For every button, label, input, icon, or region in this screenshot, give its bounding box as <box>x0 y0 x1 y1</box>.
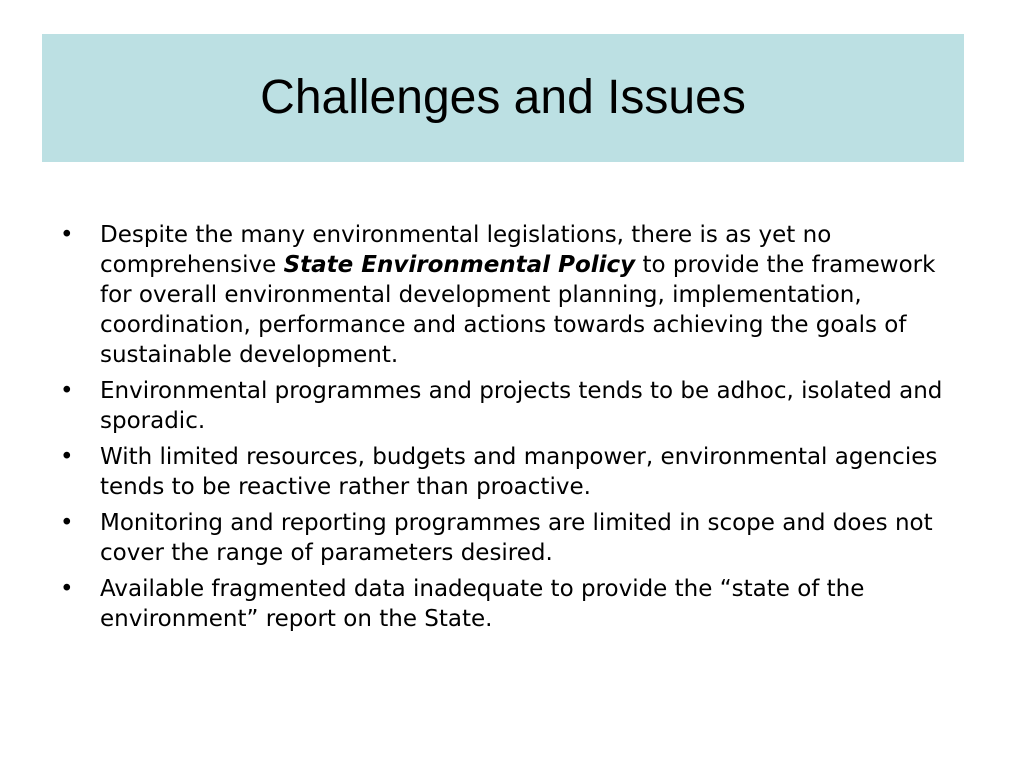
bullet-5-text: Available fragmented data inadequate to provide the “state of the environment” report on the State. <box>100 576 865 632</box>
title-band <box>42 34 964 162</box>
bullet-2-text: Environmental programmes and projects tends to be adhoc, isolated and sporadic. <box>100 378 943 434</box>
bullet-item-3 <box>60 442 970 502</box>
bullet-marker: • <box>60 378 74 404</box>
bullet-item-1 <box>60 220 970 370</box>
bullet-item-5 <box>60 574 970 634</box>
bullet-1-text-after: to provide the framework for overall environmental development planning, implementation, coordination, performance and actions towards achieving the goals of sustainable development. <box>100 252 936 368</box>
bullet-1-emphasis: State Environmental Policy <box>283 252 636 278</box>
bullet-1-text-before: Despite the many environmental legislations, there is as yet no comprehensive <box>100 222 832 278</box>
bullet-marker: • <box>60 576 74 602</box>
bullet-item-4 <box>60 508 970 568</box>
bullet-list <box>60 220 970 640</box>
bullet-4-text: Monitoring and reporting programmes are limited in scope and does not cover the range of parameters desired. <box>100 510 933 566</box>
bullet-3-text: With limited resources, budgets and manpower, environmental agencies tends to be reactive rather than proactive. <box>100 444 938 500</box>
bullet-item-2 <box>60 376 970 436</box>
slide-title: Challenges and Issues <box>260 71 746 124</box>
bullet-marker: • <box>60 444 74 470</box>
bullet-marker: • <box>60 222 74 248</box>
bullet-marker: • <box>60 510 74 536</box>
